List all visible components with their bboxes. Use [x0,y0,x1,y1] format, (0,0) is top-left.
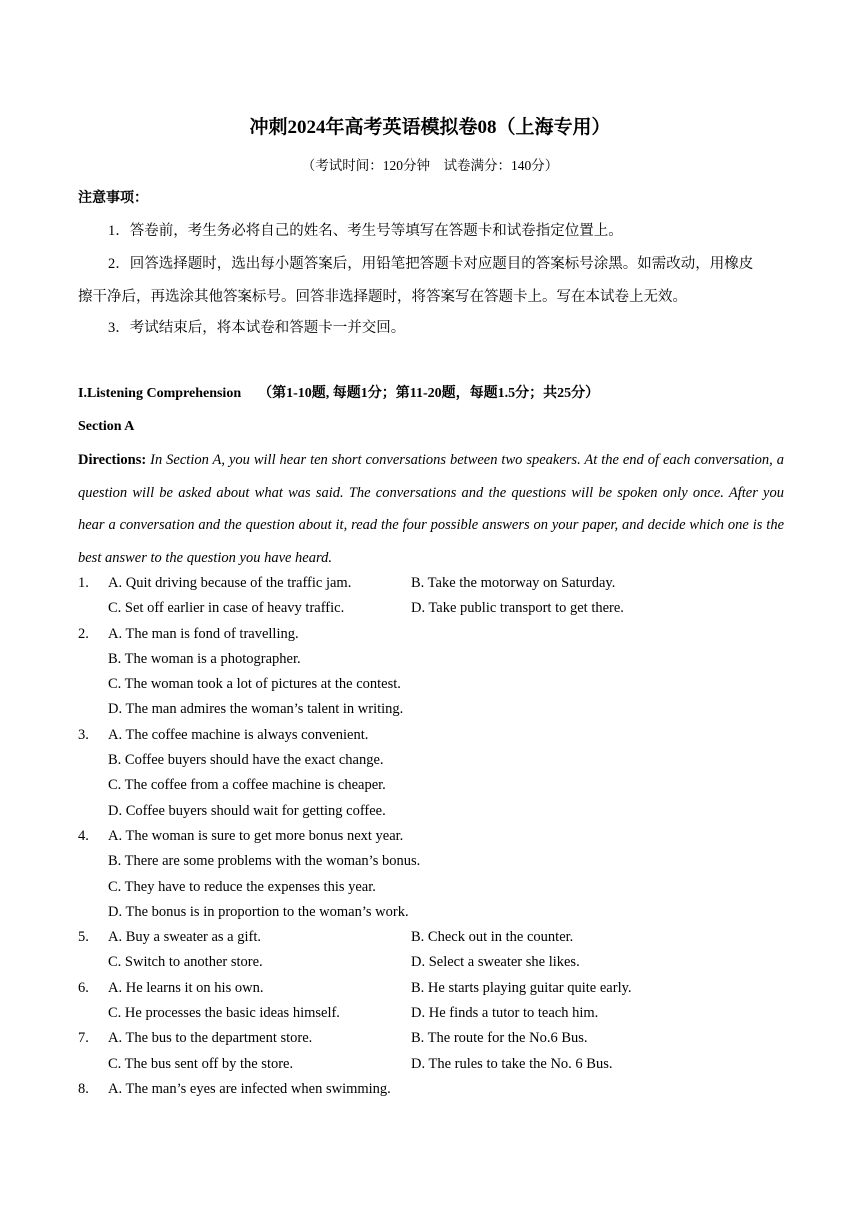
option-d: D. Coffee buyers should wait for getting coffee. [108,802,386,819]
question-number: 8. [78,1081,89,1097]
question-4 [78,824,786,925]
section-a-heading [78,416,134,438]
notice-item-1 [78,215,786,248]
option-a: A. The bus to the department store. [108,1030,313,1047]
question-1 [78,571,786,622]
notice-item-2-line-2: 擦干净后，再选涂其他答案标号。回答非选择题时，将答案写在答题卡上。写在本试卷上无效。 [78,289,687,305]
directions-text: In Section A, you will hear ten short conversations between two speakers. At the end of each conversation, a question will be asked about what was said. The conversations and the questions will be spoken only once. After you hear a conversation and the question about it, read the four possible answers on your paper, and decide which one is the best answer to the question you have heard. [78,452,785,566]
option-b: B. The route for the No.6 Bus. [411,1030,588,1047]
question-8 [78,1077,786,1102]
notice-item-1-text: 1．答卷前，考生务必将自己的姓名、考生号等填写在答题卡和试卷指定位置上。 [108,223,623,239]
exam-info: （考试时间：120分钟 试卷满分：140分） [301,158,559,173]
option-c: C. The woman took a lot of pictures at the contest. [108,676,401,693]
option-a: A. The man’s eyes are infected when swimming. [108,1081,391,1097]
option-b: B. Check out in the counter. [411,929,574,946]
question-6 [78,976,786,1027]
question-7 [78,1026,786,1077]
part-scoring: （第1-10题, 每题1分；第11-20题，每题1.5分；共25分） [258,386,600,401]
question-number: 7. [78,1030,89,1047]
question-number: 5. [78,929,89,946]
question-number: 1. [78,575,89,591]
option-b: B. Coffee buyers should have the exact change. [108,752,384,769]
option-c: C. The coffee from a coffee machine is cheaper. [108,777,386,794]
option-b: B. He starts playing guitar quite early. [411,979,632,996]
question-3 [78,723,786,824]
option-c: C. The bus sent off by the store. [108,1055,294,1072]
option-a: A. The woman is sure to get more bonus next year. [108,828,404,844]
part-title: I.Listening Comprehension [78,386,242,401]
part-heading [78,383,599,405]
notice-heading: 注意事项： [78,191,148,206]
notice-item-2 [78,248,786,314]
option-a: A. Buy a sweater as a gift. [108,929,262,946]
option-d: D. The rules to take the No. 6 Bus. [411,1055,613,1072]
section-a-directions [78,444,784,574]
page-title: 冲刺2024年高考英语模拟卷08（上海专用） [249,117,611,138]
section-a-label: Section A [78,419,135,434]
option-d: D. Select a sweater she likes. [411,954,580,971]
option-b: B. There are some problems with the woman’s bonus. [108,853,421,870]
notice-item-3 [78,312,786,345]
option-a: A. The coffee machine is always convenient. [108,726,369,743]
directions-label: Directions: [78,452,147,468]
option-d: D. The man admires the woman’s talent in writing. [108,701,404,718]
option-a: A. Quit driving because of the traffic jam. [108,575,352,591]
option-c: C. Switch to another store. [108,954,263,971]
option-d: D. Take public transport to get there. [411,600,624,617]
option-d: D. The bonus is in proportion to the woman’s work. [108,903,409,920]
option-c: C. He processes the basic ideas himself. [108,1005,340,1022]
question-number: 2. [78,625,89,642]
question-2 [78,622,786,723]
notice-item-3-text: 3．考试结束后，将本试卷和答题卡一并交回。 [108,320,406,336]
question-number: 4. [78,828,89,844]
question-number: 3. [78,726,89,743]
option-c: C. Set off earlier in case of heavy traffic. [108,600,345,617]
option-b: B. The woman is a photographer. [108,650,301,667]
option-a: A. He learns it on his own. [108,979,264,996]
option-c: C. They have to reduce the expenses this year. [108,878,376,895]
option-a: A. The man is fond of travelling. [108,625,299,642]
question-5 [78,925,786,976]
option-b: B. Take the motorway on Saturday. [411,575,616,591]
option-d: D. He finds a tutor to teach him. [411,1005,599,1022]
question-number: 6. [78,979,89,996]
notice-item-2-line-1: 2．回答选择题时，选出每小题答案后，用铅笔把答题卡对应题目的答案标号涂黑。如需改动，用橡皮 [108,256,754,272]
